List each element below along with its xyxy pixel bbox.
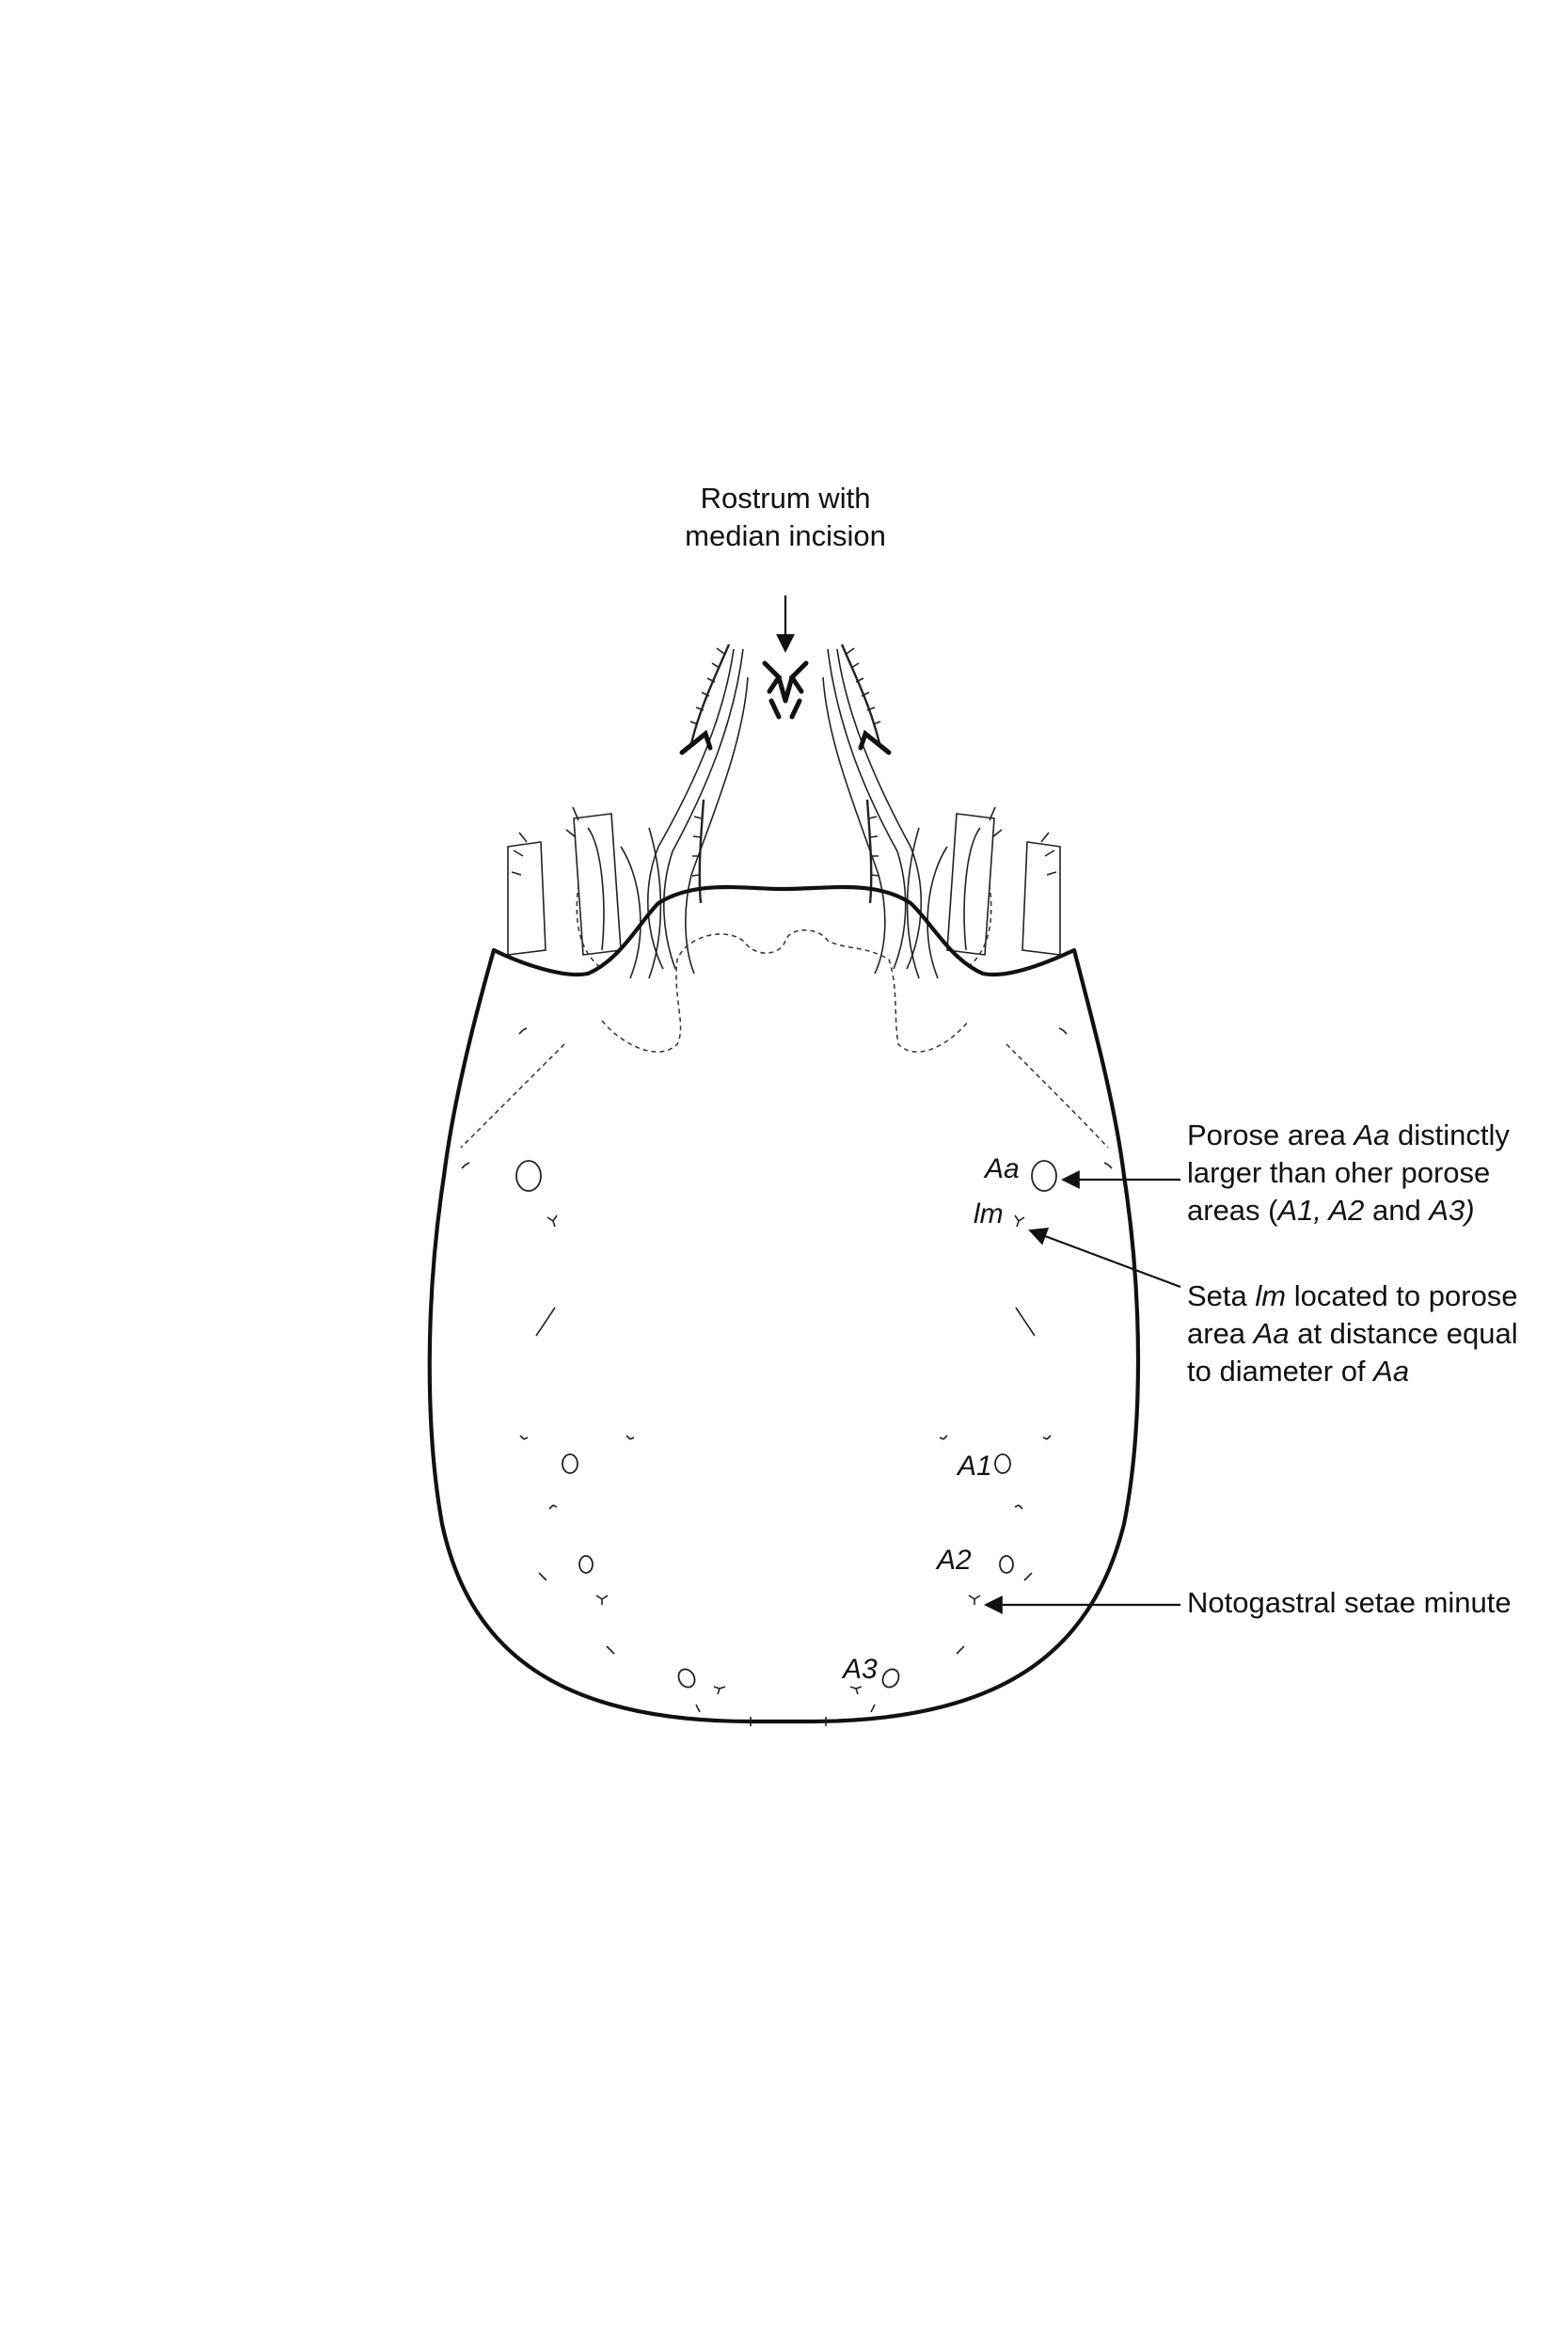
callout-text-run: Aa [1373,1355,1410,1388]
callout-text-run: Seta [1187,1279,1256,1312]
callout-text-run: A3) [1429,1194,1475,1227]
callout-text-run: area [1187,1317,1254,1350]
callout-text-run: Rostrum with [700,482,871,515]
porose-area-a2-left [579,1556,593,1573]
notogaster-body [430,887,1138,1721]
callout-text-run: median incision [685,519,886,552]
porose-areas [516,1161,1056,1690]
callout-rostrum-text [685,482,886,552]
callout-text-run: located to porose [1286,1279,1518,1312]
callout-text-run: areas ( [1187,1194,1278,1227]
porose-area-a3-left [675,1666,698,1690]
notogastral-setae [462,1028,1112,1726]
prodorsum-drawing [508,644,1060,978]
porose-area-a2-right [1000,1556,1013,1573]
label-aa: Aa [985,1153,1020,1184]
callout-text-run: Aa [1253,1317,1290,1350]
callout-text-run: lm [1255,1279,1287,1312]
callout-notogastral-setae [986,1586,1512,1619]
porose-area-a1-right [995,1454,1010,1473]
label-a2: A2 [937,1545,972,1576]
callout-notogastral-setae-text: Notogastral setae minute [1187,1586,1512,1619]
porose-area-aa-left [516,1161,541,1191]
callout-text-run: to diameter of [1187,1355,1374,1388]
label-lm: lm [974,1198,1004,1230]
callout-text-run: Aa [1354,1118,1390,1151]
callout-text-run: larger than oher porose [1187,1156,1491,1189]
label-a3: A3 [843,1654,878,1685]
callout-seta-lm-text [1187,1279,1518,1388]
callout-rostrum [685,482,886,651]
porose-area-a3-right [879,1666,902,1690]
callout-text-run: A1, A2 [1277,1194,1365,1227]
label-a1: A1 [958,1451,992,1482]
callout-text-run: distinctly [1389,1118,1510,1151]
callout-seta-lm [1030,1230,1518,1388]
callout-text-run: Porose area [1187,1118,1354,1151]
callout-porose-area-aa-text [1187,1118,1510,1227]
callout-text-run: at distance equal [1289,1317,1518,1350]
porose-area-a1-left [562,1454,578,1473]
callout-text-run: and [1364,1194,1430,1227]
porose-area-aa-right [1032,1161,1056,1191]
